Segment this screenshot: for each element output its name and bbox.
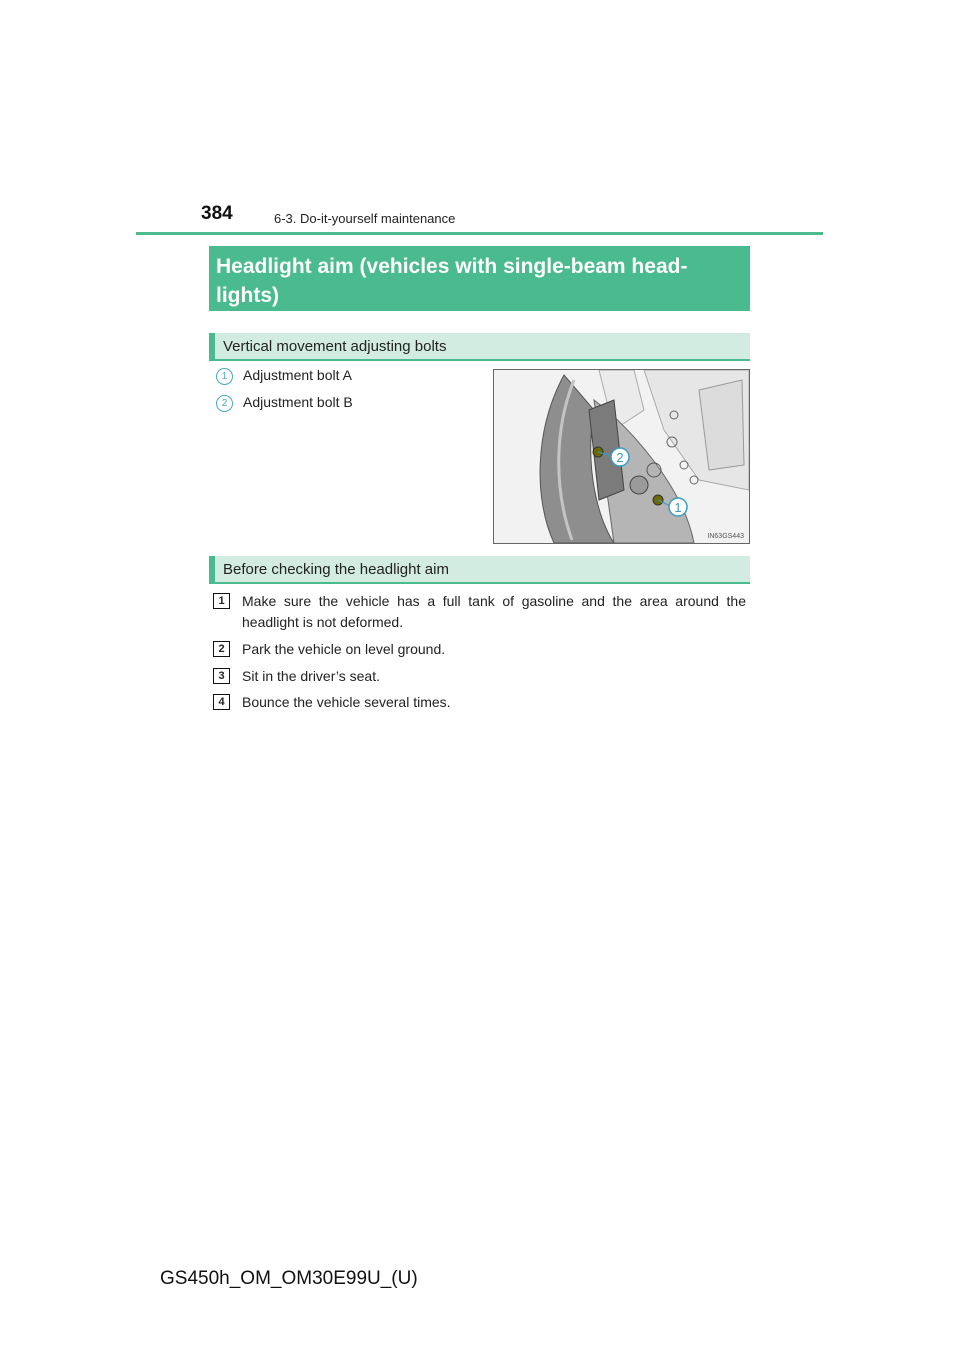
step-number: 2 [213, 641, 230, 657]
step-text: Make sure the vehicle has a full tank of gasoline and the area around the headlight is not deformed. [242, 593, 746, 630]
step-number: 3 [213, 668, 230, 684]
before-checking-heading: Before checking the headlight aim [209, 556, 750, 584]
callout-text: Adjustment bolt A [243, 367, 352, 383]
headlight-bolts-illustration [493, 369, 750, 544]
main-heading: Headlight aim (vehicles with single-beam head-lights) [209, 246, 750, 311]
step-text: Bounce the vehicle several times. [242, 694, 451, 710]
marker-2-label: 2 [616, 450, 624, 465]
vertical-bolts-heading: Vertical movement adjusting bolts [209, 333, 750, 361]
callout-number: 1 [216, 368, 233, 385]
page-number: 384 [201, 203, 233, 224]
step-number: 4 [213, 694, 230, 710]
step-item-2 [213, 639, 746, 660]
step-item-1 [213, 591, 746, 633]
callout-text: Adjustment bolt B [243, 394, 353, 410]
callout-number: 2 [216, 395, 233, 412]
section-label: 6-3. Do-it-yourself maintenance [274, 211, 456, 226]
step-item-4 [213, 692, 746, 713]
headlight-illustration-svg [494, 370, 749, 543]
step-text: Park the vehicle on level ground. [242, 641, 446, 657]
figure-code: IN63GS443 [707, 533, 744, 540]
step-number: 1 [213, 593, 230, 609]
step-text: Sit in the driver’s seat. [242, 668, 380, 684]
step-item-3 [213, 666, 746, 687]
header-rule [136, 232, 823, 235]
marker-1-label: 1 [674, 500, 682, 515]
document-code-footer: GS450h_OM_OM30E99U_(U) [160, 1268, 418, 1289]
